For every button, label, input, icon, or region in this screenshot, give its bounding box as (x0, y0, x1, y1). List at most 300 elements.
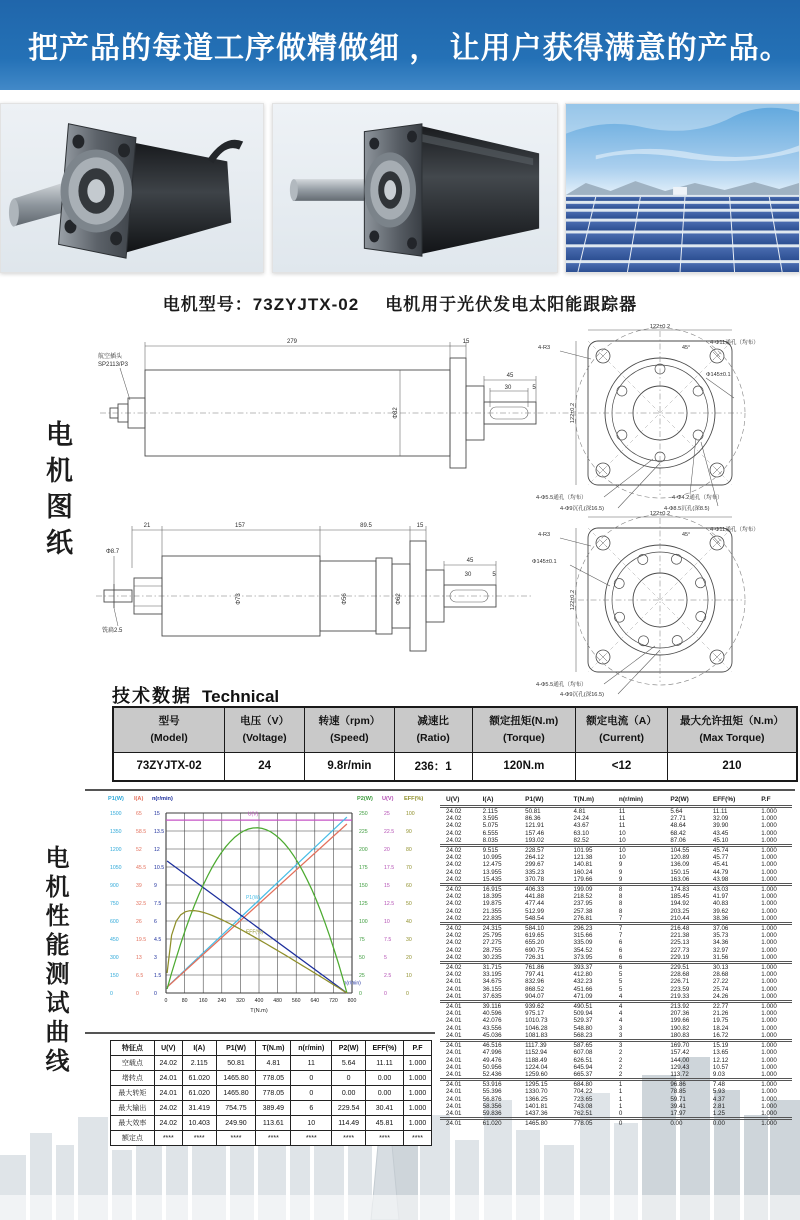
table-cell: 370.78 (519, 876, 567, 885)
svg-text:39: 39 (136, 883, 142, 889)
table-cell: 24.01 (446, 1063, 462, 1071)
column-header: T(N.m) (568, 795, 613, 807)
technical-heading-zh: 技术数据 (112, 686, 192, 706)
table-cell: 227.73 (670, 946, 690, 954)
table-row (440, 1064, 792, 1071)
table-cell: 0.00 (366, 1086, 404, 1101)
table-cell: 6 (291, 1101, 332, 1116)
table-cell: 761.86 (525, 964, 545, 972)
table-cell: 32.09 (712, 815, 729, 823)
bottom-flange-view (532, 511, 759, 698)
table-cell: 190.82 (670, 1024, 690, 1032)
svg-text:50: 50 (359, 955, 365, 961)
table-cell: 216.48 (670, 925, 690, 933)
column-header: EFF(%) (707, 795, 755, 807)
svg-text:0: 0 (406, 991, 409, 997)
table-row (440, 1041, 792, 1050)
technical-header-row (113, 707, 797, 752)
dim-label: 5 (532, 385, 536, 391)
table-cell: 11.11 (712, 808, 728, 815)
table-cell: 1.000 (761, 1042, 777, 1050)
table-cell: 39.90 (712, 822, 729, 830)
svg-text:30: 30 (406, 937, 412, 943)
table-cell: 堵转点 (111, 1071, 155, 1086)
table-cell: 46.516 (482, 1042, 502, 1050)
table-cell: 38.36 (707, 915, 755, 924)
table-cell: 10.995 (482, 854, 502, 862)
table-row (440, 932, 792, 939)
table-cell: 27.275 (482, 939, 502, 947)
table-cell: 213.92 (670, 1003, 690, 1011)
table-cell: 1.000 (761, 861, 777, 869)
table-cell: 0.00 (332, 1086, 366, 1101)
dim-label: 30 (464, 572, 472, 578)
table-cell: 6 (618, 946, 623, 954)
table-cell: 24.01 (440, 993, 477, 1002)
table-row (440, 1010, 792, 1017)
table-row (440, 908, 792, 915)
table-cell: 7 (613, 915, 665, 924)
page-title (0, 290, 800, 315)
table-cell: 299.67 (525, 861, 545, 869)
table-cell: 43.98 (707, 876, 755, 885)
svg-text:560: 560 (291, 998, 301, 1004)
table-cell: 1295.15 (525, 1081, 548, 1089)
table-row (440, 854, 792, 861)
svg-text:12: 12 (154, 847, 160, 853)
table-cell: 9.515 (482, 847, 499, 855)
table-row (440, 1071, 792, 1080)
table-cell: 43.03 (712, 886, 729, 894)
table-cell: 157.46 (525, 829, 545, 837)
solar-farm-photo (565, 103, 800, 273)
table-cell: 24.26 (707, 993, 755, 1002)
table-row (440, 971, 792, 978)
table-cell: 3 (613, 1032, 665, 1041)
svg-text:2.5: 2.5 (384, 973, 392, 979)
technical-column-header: 型号 (Model) (113, 707, 225, 752)
table-cell: 2 (613, 1071, 665, 1080)
svg-text:0: 0 (136, 991, 139, 997)
table-cell: 42.076 (482, 1017, 502, 1025)
table-cell: 257.38 (573, 907, 593, 915)
table-cell: 1.000 (761, 1056, 777, 1064)
table-cell: 18.24 (712, 1024, 729, 1032)
table-cell: 59.836 (477, 1110, 520, 1119)
table-cell: 1117.39 (525, 1042, 547, 1050)
table-cell: 0 (291, 1071, 332, 1086)
svg-text:19.5: 19.5 (136, 937, 147, 943)
svg-text:7.5: 7.5 (154, 901, 162, 907)
dim-label: 122±0.2 (570, 402, 576, 424)
drawings-svg (70, 318, 800, 698)
table-cell: 1.000 (761, 932, 777, 940)
svg-text:720: 720 (329, 998, 338, 1004)
table-cell: 645.94 (573, 1063, 593, 1071)
dim-label: 15 (416, 523, 424, 529)
table-cell: 1.000 (403, 1086, 431, 1101)
column-header: P2(W) (664, 795, 707, 807)
svg-text:10: 10 (384, 919, 390, 925)
table-cell: 6 (618, 964, 623, 972)
table-cell: 1046.28 (525, 1024, 548, 1032)
dim-label: 279 (286, 339, 298, 345)
table-cell: 237.95 (573, 900, 593, 908)
table-cell: 114.49 (332, 1116, 366, 1131)
performance-section-label: 电机性能测试曲线 (41, 845, 68, 1077)
table-row (440, 1080, 792, 1089)
table-row (440, 924, 792, 933)
table-cell: 185.45 (670, 893, 690, 901)
technical-cell: 236：1 (394, 752, 472, 781)
table-cell: 24.02 (446, 939, 462, 947)
table-cell: 11 (291, 1056, 332, 1071)
table-cell: 5.64 (332, 1056, 366, 1071)
table-row (440, 900, 792, 907)
annotation-label: Φ145±0.1 (706, 372, 731, 378)
table-cell: 最大转矩 (111, 1086, 155, 1101)
table-cell: 10 (618, 847, 626, 855)
annotation-label: 4-Φ11通孔（均布） (710, 527, 759, 533)
table-row (111, 1056, 432, 1071)
table-row (440, 1025, 792, 1032)
table-cell: 354.52 (573, 946, 593, 954)
svg-text:70: 70 (406, 865, 412, 871)
svg-text:1.5: 1.5 (154, 973, 162, 979)
svg-text:75: 75 (359, 937, 365, 943)
column-header: I(A) (182, 1041, 216, 1056)
table-cell: 24.01 (446, 1042, 462, 1050)
table-cell: **** (366, 1131, 404, 1146)
table-cell: 548.80 (573, 1024, 593, 1032)
table-cell: 9 (618, 861, 623, 869)
table-cell: 5 (618, 985, 623, 993)
table-cell: 1224.04 (525, 1063, 548, 1071)
svg-text:240: 240 (217, 998, 227, 1004)
svg-text:0: 0 (110, 991, 113, 997)
annotation-label: 4-Φ9沉孔(深16.5) (560, 692, 604, 698)
table-row (440, 1110, 792, 1119)
technical-drawings (70, 318, 800, 698)
svg-text:17.5: 17.5 (384, 865, 395, 871)
table-cell: 335.23 (525, 868, 545, 876)
table-cell: 174.83 (670, 886, 690, 894)
svg-text:P1(W): P1(W) (245, 895, 261, 902)
table-cell: 1.000 (403, 1101, 431, 1116)
table-cell: 24.01 (446, 1120, 462, 1128)
table-cell: 160.24 (573, 868, 593, 876)
table-cell: 24.02 (154, 1101, 182, 1116)
table-row (111, 1131, 432, 1146)
table-cell: 24.02 (446, 847, 462, 855)
annotation-label: 4-Φ5.5通孔（均布） (536, 495, 587, 501)
table-cell: 1.000 (755, 915, 792, 924)
svg-text:U(V): U(V) (247, 811, 259, 818)
table-cell: 1.000 (761, 907, 777, 915)
table-cell: 1465.80 (216, 1071, 256, 1086)
table-cell: 24.02 (446, 868, 462, 876)
table-cell: 218.52 (573, 893, 593, 901)
svg-text:P1(W): P1(W) (108, 796, 124, 802)
table-cell: 16.72 (707, 1032, 755, 1041)
table-cell: 4.37 (712, 1095, 725, 1103)
table-cell: 104.55 (670, 847, 690, 855)
table-cell: 584.10 (525, 925, 545, 933)
motor-photo-side-art (273, 104, 557, 272)
table-cell: 1.000 (761, 847, 777, 855)
table-cell: 10 (618, 854, 626, 862)
table-cell: 6 (613, 954, 665, 963)
table-cell: 587.65 (573, 1042, 593, 1050)
table-cell: 296.23 (573, 925, 593, 933)
svg-text:480: 480 (273, 998, 282, 1004)
table-cell: 24.01 (446, 1003, 462, 1011)
svg-text:900: 900 (110, 883, 119, 889)
table-cell: 6.555 (482, 829, 499, 837)
technical-column-header: 减速比 (Ratio) (394, 707, 472, 752)
table-cell: 11 (618, 808, 626, 815)
table-cell: 1.000 (761, 925, 777, 933)
table-cell: 1.000 (761, 829, 777, 837)
dim-label: 122±0.2 (570, 589, 576, 611)
table-cell: 1.000 (761, 971, 777, 979)
table-cell: 25.74 (712, 985, 729, 993)
table-cell: 4.81 (573, 808, 586, 815)
table-cell: 3.595 (482, 815, 499, 823)
table-cell: 904.07 (519, 993, 567, 1002)
table-cell: 704.22 (573, 1088, 593, 1096)
table-cell: 24.02 (446, 925, 462, 933)
table-cell: 490.51 (573, 1003, 593, 1011)
column-header: 特征点 (111, 1041, 155, 1056)
dim-label: 21 (143, 523, 151, 529)
table-row (440, 1119, 792, 1128)
table-cell: 24.02 (154, 1056, 182, 1071)
table-row (111, 1101, 432, 1116)
table-cell: 34.36 (712, 939, 729, 947)
table-cell: 56.876 (482, 1095, 502, 1103)
annotation-label: 4-R3 (538, 532, 551, 538)
table-cell: 1.000 (761, 1095, 777, 1103)
table-cell: 24.24 (573, 815, 589, 823)
table-cell: 24.02 (446, 829, 462, 837)
table-cell: 1.000 (761, 939, 777, 947)
table-cell: 44.79 (712, 868, 729, 876)
svg-text:12.5: 12.5 (384, 901, 395, 907)
table-cell: 1.000 (755, 1032, 792, 1041)
technical-cell: 210 (667, 752, 797, 781)
table-cell: 315.66 (573, 932, 593, 940)
table-cell: 36.155 (482, 985, 502, 993)
table-row (111, 1086, 432, 1101)
motor-model: 电机型号：73ZYJTX-02 (162, 295, 360, 314)
table-row (440, 893, 792, 900)
motor-photo-side (272, 103, 558, 273)
table-cell: 778.05 (573, 1120, 593, 1128)
table-cell: 63.10 (573, 829, 589, 837)
table-cell: 8.035 (477, 837, 520, 846)
table-cell: 412.80 (573, 971, 593, 979)
table-cell: 16.915 (482, 886, 502, 894)
dim-label: 15 (462, 339, 470, 345)
table-cell: 225.13 (670, 939, 690, 947)
svg-text:250: 250 (359, 811, 368, 817)
technical-cell: 9.8r/min (305, 752, 395, 781)
dim-label: Φ56 (342, 593, 348, 605)
table-cell: 33.195 (482, 971, 502, 979)
svg-text:15: 15 (154, 811, 160, 817)
bottom-side-view (96, 523, 532, 651)
table-cell: 39.116 (482, 1003, 502, 1011)
table-cell: 10 (613, 837, 665, 846)
table-cell: 24.01 (446, 985, 462, 993)
table-cell: 743.08 (573, 1102, 593, 1110)
table-cell: 1 (618, 1088, 623, 1096)
table-cell: 43.45 (712, 829, 729, 837)
table-row (440, 876, 792, 885)
table-cell: 24.02 (446, 854, 462, 862)
table-cell: 19.875 (482, 900, 502, 908)
table-cell: 684.80 (573, 1081, 593, 1089)
svg-text:0: 0 (164, 998, 168, 1004)
table-cell: 2 (618, 1063, 623, 1071)
table-cell: 229.19 (664, 954, 707, 963)
table-cell: 228.68 (670, 971, 690, 979)
table-cell: 1.000 (403, 1071, 431, 1086)
table-row (440, 815, 792, 822)
technical-cell: 120N.m (472, 752, 576, 781)
table-cell: 726.31 (519, 954, 567, 963)
table-cell: 1 (618, 1095, 623, 1103)
technical-cell: 24 (225, 752, 305, 781)
table-cell: 1 (618, 1081, 623, 1089)
table-cell: 49.476 (482, 1056, 502, 1064)
top-flange-view (536, 324, 759, 512)
table-cell: 1.000 (761, 1102, 777, 1110)
table-cell: 78.85 (670, 1088, 686, 1096)
technical-data-row (113, 752, 797, 781)
table-cell: 45.10 (707, 837, 755, 846)
column-header: n(r/min) (291, 1041, 332, 1056)
table-cell: 1.000 (761, 893, 777, 901)
table-cell: 31.419 (182, 1101, 216, 1116)
table-cell: 1.000 (761, 1063, 777, 1071)
svg-text:n(r/min): n(r/min) (152, 796, 173, 802)
table-cell: 27.71 (670, 815, 686, 823)
table-cell: 24.02 (446, 861, 462, 869)
table-row (440, 939, 792, 946)
svg-text:52: 52 (136, 847, 142, 853)
svg-text:80: 80 (181, 998, 188, 1004)
svg-text:6.5: 6.5 (136, 973, 144, 979)
svg-text:1200: 1200 (110, 847, 122, 853)
table-cell: 17.97 (664, 1110, 707, 1119)
table-cell: 10.57 (712, 1063, 729, 1071)
table-cell: 120.89 (670, 854, 690, 862)
table-cell: 1152.94 (525, 1049, 548, 1057)
table-cell: 24.01 (440, 1071, 477, 1080)
table-cell: 194.92 (670, 900, 690, 908)
table-cell: 1.000 (761, 964, 777, 972)
technical-heading-en: Technical (202, 687, 280, 706)
column-header: P.F (403, 1041, 431, 1056)
table-cell: 96.86 (670, 1081, 686, 1089)
table-cell: 27.22 (712, 978, 729, 986)
table-row (440, 963, 792, 972)
table-cell: 30.235 (477, 954, 520, 963)
table-cell: 18.395 (482, 893, 502, 901)
table-cell: 229.54 (332, 1101, 366, 1116)
table-cell: 203.25 (670, 907, 690, 915)
table-row (111, 1116, 432, 1131)
table-row (440, 993, 792, 1002)
table-cell: 32.97 (712, 946, 729, 954)
table-cell: **** (403, 1131, 431, 1146)
table-cell: 226.71 (670, 978, 690, 986)
svg-text:0: 0 (359, 991, 362, 997)
table-cell: **** (216, 1131, 256, 1146)
table-cell: 45.036 (477, 1032, 520, 1041)
table-cell: 31.715 (482, 964, 502, 972)
table-cell: 24.01 (446, 1024, 462, 1032)
table-cell: 4 (613, 993, 665, 1002)
table-cell: 210.44 (664, 915, 707, 924)
table-cell: 9 (618, 868, 623, 876)
table-cell: 24.02 (440, 876, 477, 885)
table-cell: 778.05 (256, 1071, 291, 1086)
table-cell: 1010.73 (525, 1017, 548, 1025)
table-cell: 163.06 (664, 876, 707, 885)
table-cell: 59.71 (670, 1095, 686, 1103)
table-row (440, 830, 792, 837)
table-cell: 24.02 (446, 808, 462, 815)
table-cell: 7.48 (712, 1081, 725, 1089)
annotation-label: 4-Φ11通孔（均布） (710, 340, 759, 346)
table-cell: 24.02 (440, 837, 477, 846)
table-cell: 0 (332, 1071, 366, 1086)
table-cell: 9 (613, 876, 665, 885)
table-cell: 1081.83 (519, 1032, 567, 1041)
table-row (440, 1049, 792, 1056)
table-row (440, 869, 792, 876)
table-cell: 568.23 (568, 1032, 613, 1041)
table-cell: 1465.80 (525, 1120, 548, 1128)
column-header: n(r/min) (613, 795, 665, 807)
svg-text:100: 100 (359, 919, 368, 925)
table-cell: 40.83 (712, 900, 729, 908)
table-cell: 1.000 (761, 1024, 777, 1032)
table-cell: 24.01 (446, 1088, 462, 1096)
table-cell: 13.955 (482, 868, 502, 876)
table-cell: 19.75 (712, 1017, 729, 1025)
table-cell: 2 (618, 1056, 623, 1064)
table-cell: 7 (618, 925, 623, 933)
column-header: U(V) (154, 1041, 182, 1056)
table-row (440, 1057, 792, 1064)
table-cell: 额定点 (111, 1131, 155, 1146)
table-cell: 1.000 (761, 868, 777, 876)
table-cell: 221.38 (670, 932, 690, 940)
table-cell: 8 (618, 900, 623, 908)
table-cell: 619.65 (525, 932, 545, 940)
table-cell: 24.01 (154, 1086, 182, 1101)
column-header: U(V) (440, 795, 477, 807)
table-cell: 723.65 (573, 1095, 593, 1103)
table-cell: 24.02 (440, 915, 477, 924)
table-row (440, 1002, 792, 1011)
svg-text:20: 20 (406, 955, 412, 961)
table-cell: 15.435 (477, 876, 520, 885)
